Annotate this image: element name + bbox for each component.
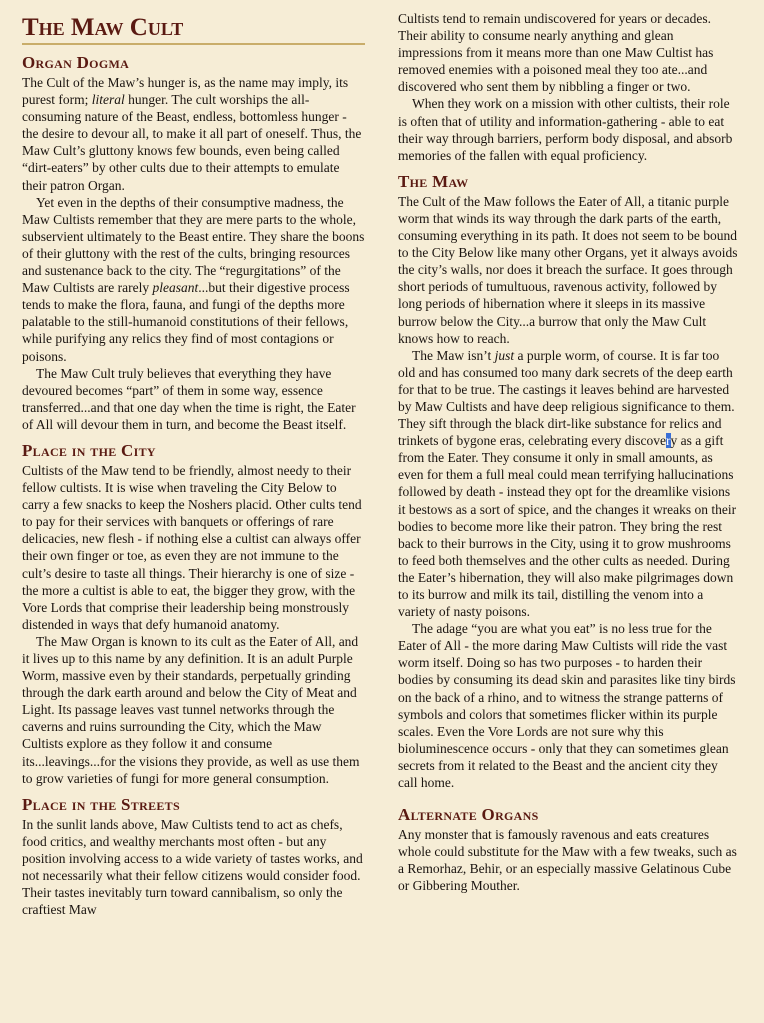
- paragraph: Cultists of the Maw tend to be friendly, almost needy to their fellow cultists. It is wise when traveling the City Below to carry a few snacks to keep the Noshers placid. Other cults tend to pay for their services with banquets or offerings of rare delicacies, new flesh - if nothing else a cultist can always offer their own finger or toe, as even they are not immune to the cult’s desire to taste all things. Their hierarchy is one of size - the more a cultist is able to eat, the bigger they grow, with the Vore Lords that comprise their leadership being monstrously distended in ways that defy humanoid anatomy.: [22, 462, 362, 632]
- paragraph: The adage “you are what you eat” is no less true for the Eater of All - the more daring Maw Cultists will ride the vast worm itself. Doing so has two purposes - to harden their bodies by consuming its dead skin and parasites like tiny birds on the back of a rhino, and to witness the strange patterns of symbols and colors that sometimes flicker within its purple scales. Even the Vore Lords are not sure why this bioluminescence occurs - only that they can sometimes glean secrets from it related to the Beast and the ancient city they call home.: [398, 621, 736, 791]
- right-column: [398, 10, 738, 895]
- paragraph: The Maw Cult truly believes that everything they have devoured becomes “part” of them in some way, essence transferred...and that one day when the time is right, the Eater of All will devour them in turn, and become the Beast itself.: [22, 365, 356, 432]
- heading-place-in-the-city: Place in the City: [22, 440, 156, 460]
- paragraph: Yet even in the depths of their consumptive madness, the Maw Cultists remember that they are mere parts to the whole, subservient ultimately to the Beast entire. They share the boons of their gluttony with the rest of the cults, bringing resources and sustenance back to the city. The “regurgitations” of the Maw Cultists are rarely pleasant...but their digestive process tends to make the flora, fauna, and fungi of the depths more palatable to the still-humanoid constitutions of their fellows, while purifying any relics they find of most contagions or poisons.: [22, 194, 365, 364]
- heading-place-in-the-streets: Place in the Streets: [22, 794, 180, 814]
- paragraph: The Maw Organ is known to its cult as the Eater of All, and it lives up to this name by any definition. It is an adult Purple Worm, massive even by their standards, perpetually grinding through the dark earth around and below the City of Meat and Light. Its passage leaves vast tunnel networks through the caverns and ruins surrounding the City, which the Maw Cultists explore as they follow it and consume its...leavings...for the visions they provide, as well as use them to grow varieties of fungi for more general consumption.: [22, 633, 360, 786]
- paragraph: The Maw isn’t just a purple worm, of course. It is far too old and has consumed too many dark secrets of the deep earth for that to be true. The castings it leaves behind are harvested by Maw Cultists and have deep religious significance to them. They sift through the black dirt-like substance for relics and trinkets of bygone eras, celebrating every discovery as a gift from the Eater. They consume it only in small amounts, as even for them a full meal could mean terrifying hallucinations followed by death - instead they opt for the dreamlike visions it bestows as a sort of spice, and the changes it wreaks on their bodies to become more like their patron. They bring the rest back to their burrows in the City, using it to grow mushrooms to feed both themselves and the other cults as needed. During the Eater’s hibernation, they will also make pilgrimages down to its burrow and milk its tail, distilling the venom into a variety of nasty poisons.: [398, 347, 737, 620]
- paragraph: The Cult of the Maw follows the Eater of All, a titanic purple worm that winds its way through the dark parts of the earth, consuming everything in its path. It does not seem to be bound to the City Below like many other Organs, yet it always avoids the city’s walls, nor does it breach the surface. It goes through short periods of tumultuous, ravenous activity, followed by long periods of hibernation where it sleeps in its massive burrow below the City...a burrow that only the Maw Cult knows how to reach.: [398, 193, 738, 346]
- heading-organ-dogma: Organ Dogma: [22, 53, 130, 72]
- heading-alternate-organs: Alternate Organs: [398, 805, 539, 825]
- text-cursor-selection[interactable]: r: [666, 433, 671, 449]
- paragraph: Any monster that is famously ravenous and eats creatures whole could substitute for the Maw with a few tweaks, such as a Remorhaz, Behir, or an especially massive Gelatinous Cube or Gibbering Mouther.: [398, 827, 737, 894]
- paragraph: In the sunlit lands above, Maw Cultists tend to act as chefs, food critics, and wealthy merchants most often - but any position involving access to a wide variety of tastes works, and not necessarily what their fellow citizens would consider food. Their tastes inevitably turn toward cannibalism, so only the craftiest Maw: [22, 816, 363, 918]
- left-column: [22, 10, 365, 918]
- page-title: The Maw Cult: [22, 14, 365, 45]
- paragraph: The Cult of the Maw’s hunger is, as the name may imply, its purest form; literal hunger. The cult worships the all-consuming nature of the Beast, endless, bottomless hunger - the desire to devour all, to make it all part of oneself. Thus, the Maw Cult’s gluttony knows few bounds, even being called “dirt-eaters” by other cults due to their attempts to emulate their patron Organ.: [22, 75, 362, 193]
- heading-the-maw: The Maw: [398, 171, 469, 191]
- paragraph: Cultists tend to remain undiscovered for years or decades. Their ability to consume nearly anything and glean impressions from it means more than one Maw Cultist has removed enemies with a poisoned meal they too ate...and discovered who sent them by nibbling a finger or two.: [398, 11, 714, 95]
- paragraph: When they work on a mission with other cultists, their role is often that of utility and information-gathering - able to eat their way through barriers, perform body disposal, and absorb memories of the fallen with equal proficiency.: [398, 96, 733, 163]
